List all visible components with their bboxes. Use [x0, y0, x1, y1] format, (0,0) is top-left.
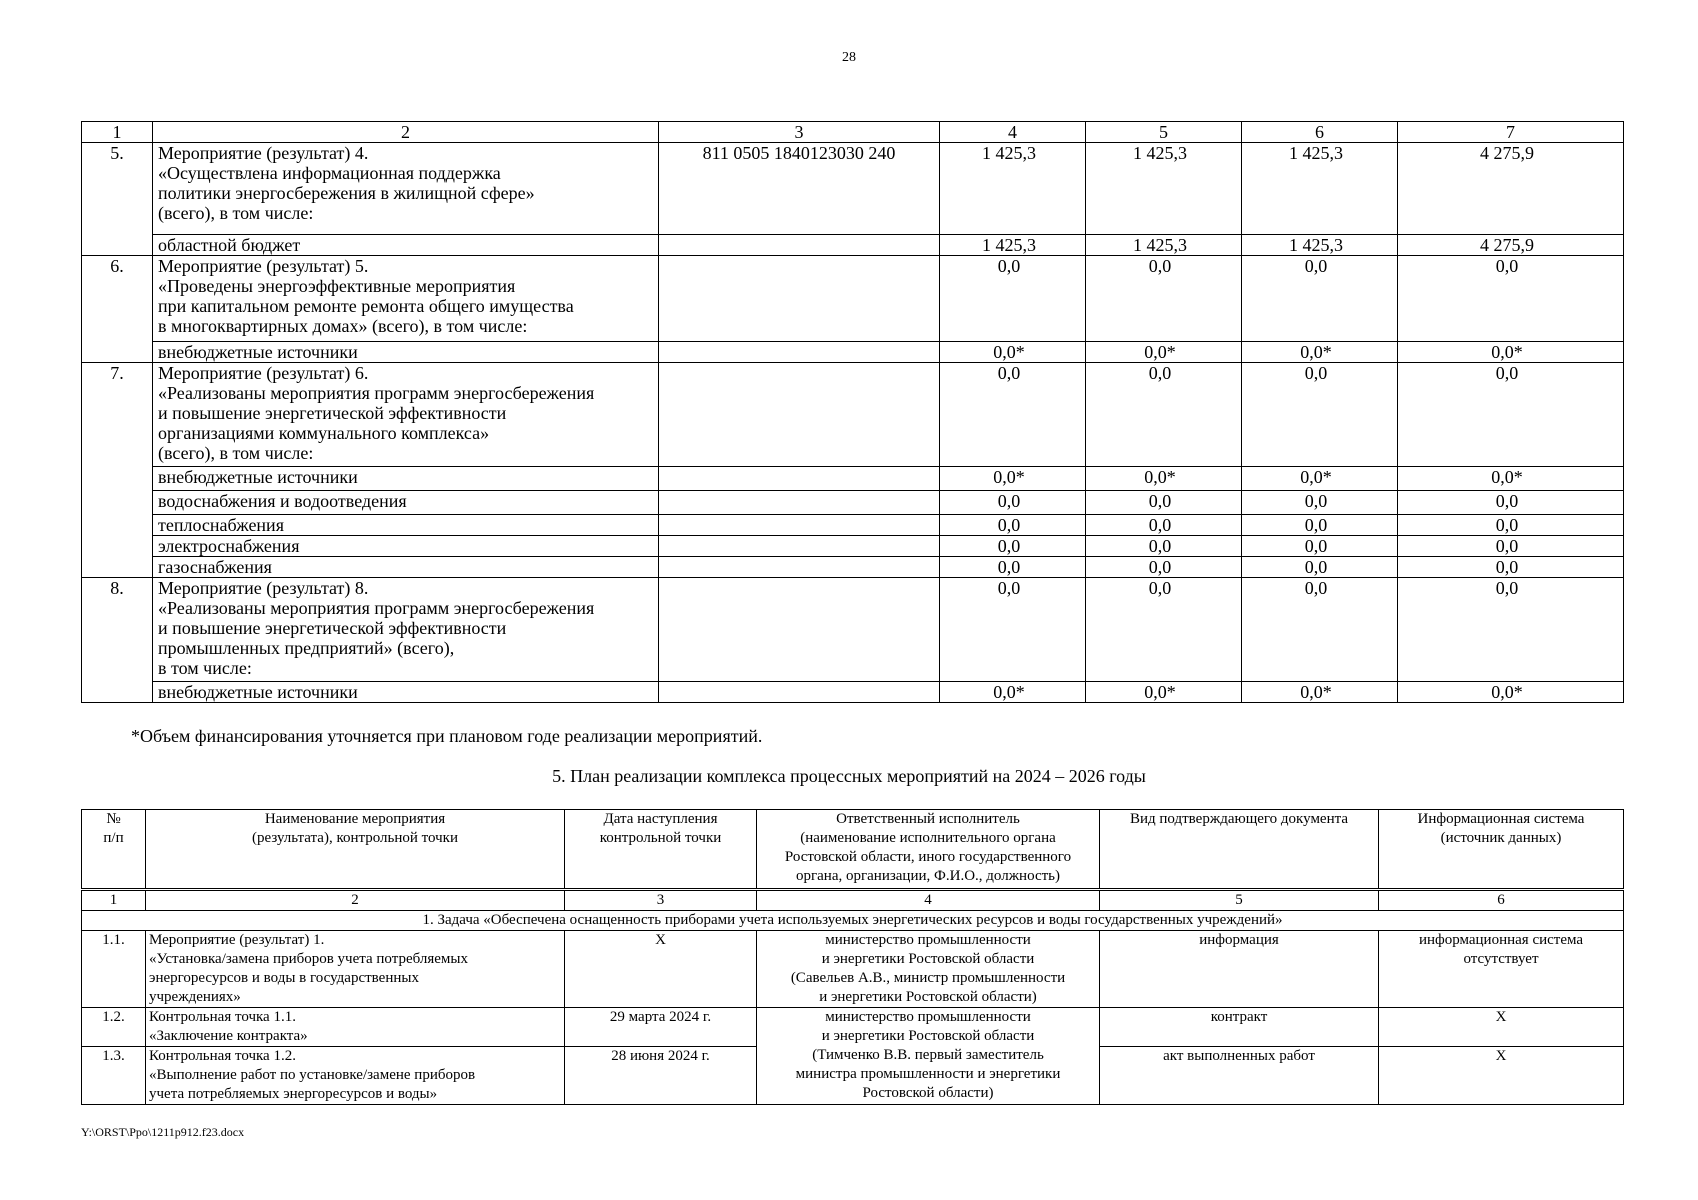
- table-row: [82, 931, 1624, 1008]
- value-col6: 0,0: [1242, 256, 1398, 342]
- value-col4: 1 425,3: [940, 235, 1086, 256]
- table-row: [82, 363, 1624, 467]
- source-label: внебюджетные источники: [153, 342, 659, 363]
- table-row: [82, 578, 1624, 682]
- row-number: 1.3.: [82, 1047, 146, 1105]
- table-subrow: [82, 235, 1624, 256]
- column-numbers-row: [82, 890, 1624, 911]
- value-col7: 0,0: [1398, 536, 1624, 557]
- table-subrow: [82, 515, 1624, 536]
- value-col7: 4 275,9: [1398, 143, 1624, 235]
- col-number: 7: [1398, 122, 1624, 143]
- value-col6: 0,0: [1242, 363, 1398, 467]
- value-col5: 0,0*: [1086, 467, 1242, 491]
- value-col7: 0,0*: [1398, 682, 1624, 703]
- value-col4: 0,0: [940, 515, 1086, 536]
- value-col6: 0,0: [1242, 536, 1398, 557]
- col-number: 1: [82, 122, 153, 143]
- col-number: 3: [659, 122, 940, 143]
- empty-cell: [659, 515, 940, 536]
- checkpoint-date: 28 июня 2024 г.: [565, 1047, 757, 1105]
- row-number: 5.: [82, 143, 153, 256]
- row-number: 1.2.: [82, 1008, 146, 1047]
- empty-cell: [659, 235, 940, 256]
- header-document: Вид подтверждающего документа: [1100, 810, 1379, 890]
- source-label: внебюджетные источники: [153, 467, 659, 491]
- footnote: *Объем финансирования уточняется при плановом годе реализации мероприятий.: [131, 726, 763, 746]
- responsible-executor: министерство промышленности и энергетики Ростовской области (Савельев А.В., министр промышленности и энергетики Ростовской области): [757, 931, 1100, 1008]
- document-type: контракт: [1100, 1008, 1379, 1047]
- value-col7: 0,0: [1398, 363, 1624, 467]
- header-activity: Наименование мероприятия (результата), контрольной точки: [146, 810, 565, 890]
- col-number: 2: [146, 890, 565, 911]
- table-subrow: [82, 467, 1624, 491]
- table-subrow: [82, 536, 1624, 557]
- empty-cell: [659, 536, 940, 557]
- value-col6: 0,0: [1242, 557, 1398, 578]
- empty-cell: [659, 557, 940, 578]
- table-row: [82, 143, 1624, 235]
- value-col7: 4 275,9: [1398, 235, 1624, 256]
- value-col4: 0,0: [940, 536, 1086, 557]
- value-col6: 0,0: [1242, 491, 1398, 515]
- value-col6: 0,0*: [1242, 342, 1398, 363]
- col-number: 2: [153, 122, 659, 143]
- col-number: 4: [757, 890, 1100, 911]
- value-col4: 0,0: [940, 363, 1086, 467]
- table-subrow: [82, 491, 1624, 515]
- col-number: 3: [565, 890, 757, 911]
- value-col4: 0,0: [940, 256, 1086, 342]
- col-number: 5: [1100, 890, 1379, 911]
- value-col5: 0,0: [1086, 491, 1242, 515]
- value-col5: 1 425,3: [1086, 143, 1242, 235]
- financing-table: [81, 121, 1624, 703]
- value-col6: 1 425,3: [1242, 143, 1398, 235]
- source-label: теплоснабжения: [153, 515, 659, 536]
- value-col6: 0,0: [1242, 515, 1398, 536]
- value-col7: 0,0: [1398, 557, 1624, 578]
- column-numbers-row: [82, 122, 1624, 143]
- header-executor: Ответственный исполнитель (наименование исполнительного органа Ростовской области, иного государственного органа, организации, Ф.И.О., должность): [757, 810, 1100, 890]
- document-type: акт выполненных работ: [1100, 1047, 1379, 1105]
- document-type: информация: [1100, 931, 1379, 1008]
- empty-cell: [659, 491, 940, 515]
- header-date: Дата наступления контрольной точки: [565, 810, 757, 890]
- page-number: 28: [842, 50, 856, 65]
- info-system: Х: [1379, 1008, 1624, 1047]
- value-col5: 0,0: [1086, 515, 1242, 536]
- activity-name: Контрольная точка 1.1. «Заключение контракта»: [146, 1008, 565, 1047]
- source-label: водоснабжения и водоотведения: [153, 491, 659, 515]
- info-system: Х: [1379, 1047, 1624, 1105]
- source-label: областной бюджет: [153, 235, 659, 256]
- activity-title: Мероприятие (результат) 4. «Осуществлена информационная поддержка политики энергосбережения в жилищной сфере» (всего), в том числе:: [153, 143, 659, 235]
- checkpoint-date: Х: [565, 931, 757, 1008]
- responsible-executor: министерство промышленности и энергетики Ростовской области (Тимченко В.В. первый заместитель министра промышленности и энергетики Ростовской области): [757, 1008, 1100, 1105]
- activity-name: Мероприятие (результат) 1. «Установка/замена приборов учета потребляемых энергоресурсов и воды в государственных учреждениях»: [146, 931, 565, 1008]
- table-subrow: [82, 342, 1624, 363]
- value-col6: 1 425,3: [1242, 235, 1398, 256]
- activity-title: Мероприятие (результат) 6. «Реализованы мероприятия программ энергосбережения и повышение энергетической эффективности организациями коммунального комплекса» (всего), в том числе:: [153, 363, 659, 467]
- empty-cell: [659, 342, 940, 363]
- section-title: 5. План реализации комплекса процессных мероприятий на 2024 – 2026 годы: [552, 766, 1146, 786]
- value-col7: 0,0: [1398, 578, 1624, 682]
- file-path-footer: Y:\ORST\Ppo\1211p912.f23.docx: [81, 1125, 245, 1139]
- table-row: [82, 1008, 1624, 1047]
- value-col6: 0,0*: [1242, 467, 1398, 491]
- source-label: газоснабжения: [153, 557, 659, 578]
- value-col6: 0,0: [1242, 578, 1398, 682]
- budget-code: [659, 363, 940, 467]
- info-system: информационная система отсутствует: [1379, 931, 1624, 1008]
- value-col7: 0,0: [1398, 491, 1624, 515]
- value-col5: 1 425,3: [1086, 235, 1242, 256]
- row-number: 1.1.: [82, 931, 146, 1008]
- value-col4: 0,0: [940, 557, 1086, 578]
- budget-code: [659, 578, 940, 682]
- value-col5: 0,0: [1086, 256, 1242, 342]
- plan-table: [81, 809, 1624, 1105]
- col-number: 4: [940, 122, 1086, 143]
- activity-title: Мероприятие (результат) 5. «Проведены энергоэффективные мероприятия при капитальном ремонте ремонта общего имущества в многоквартирных домах» (всего), в том числе:: [153, 256, 659, 342]
- budget-code: [659, 256, 940, 342]
- table-subrow: [82, 557, 1624, 578]
- value-col4: 0,0*: [940, 342, 1086, 363]
- col-number: 5: [1086, 122, 1242, 143]
- value-col4: 0,0: [940, 491, 1086, 515]
- value-col7: 0,0: [1398, 256, 1624, 342]
- task-row: [82, 911, 1624, 931]
- value-col4: 1 425,3: [940, 143, 1086, 235]
- source-label: электроснабжения: [153, 536, 659, 557]
- value-col5: 0,0: [1086, 536, 1242, 557]
- header-row: [82, 810, 1624, 890]
- budget-code: 811 0505 1840123030 240: [659, 143, 940, 235]
- value-col4: 0,0*: [940, 682, 1086, 703]
- table-subrow: [82, 682, 1624, 703]
- value-col7: 0,0*: [1398, 467, 1624, 491]
- value-col6: 0,0*: [1242, 682, 1398, 703]
- empty-cell: [659, 467, 940, 491]
- header-system: Информационная система (источник данных): [1379, 810, 1624, 890]
- table-row: [82, 256, 1624, 342]
- value-col4: 0,0*: [940, 467, 1086, 491]
- value-col5: 0,0*: [1086, 342, 1242, 363]
- header-number: № п/п: [82, 810, 146, 890]
- col-number: 1: [82, 890, 146, 911]
- value-col5: 0,0: [1086, 578, 1242, 682]
- value-col5: 0,0*: [1086, 682, 1242, 703]
- row-number: 7.: [82, 363, 153, 578]
- value-col7: 0,0: [1398, 515, 1624, 536]
- value-col5: 0,0: [1086, 363, 1242, 467]
- value-col7: 0,0*: [1398, 342, 1624, 363]
- source-label: внебюджетные источники: [153, 682, 659, 703]
- col-number: 6: [1379, 890, 1624, 911]
- col-number: 6: [1242, 122, 1398, 143]
- empty-cell: [659, 682, 940, 703]
- value-col5: 0,0: [1086, 557, 1242, 578]
- checkpoint-date: 29 марта 2024 г.: [565, 1008, 757, 1047]
- row-number: 8.: [82, 578, 153, 703]
- activity-name: Контрольная точка 1.2. «Выполнение работ по установке/замене приборов учета потребляемых энергоресурсов и воды»: [146, 1047, 565, 1105]
- activity-title: Мероприятие (результат) 8. «Реализованы мероприятия программ энергосбережения и повышение энергетической эффективности промышленных предприятий» (всего), в том числе:: [153, 578, 659, 682]
- row-number: 6.: [82, 256, 153, 363]
- task-title: 1. Задача «Обеспечена оснащенность приборами учета используемых энергетических ресурсов и воды государственных учреждений»: [82, 911, 1624, 931]
- value-col4: 0,0: [940, 578, 1086, 682]
